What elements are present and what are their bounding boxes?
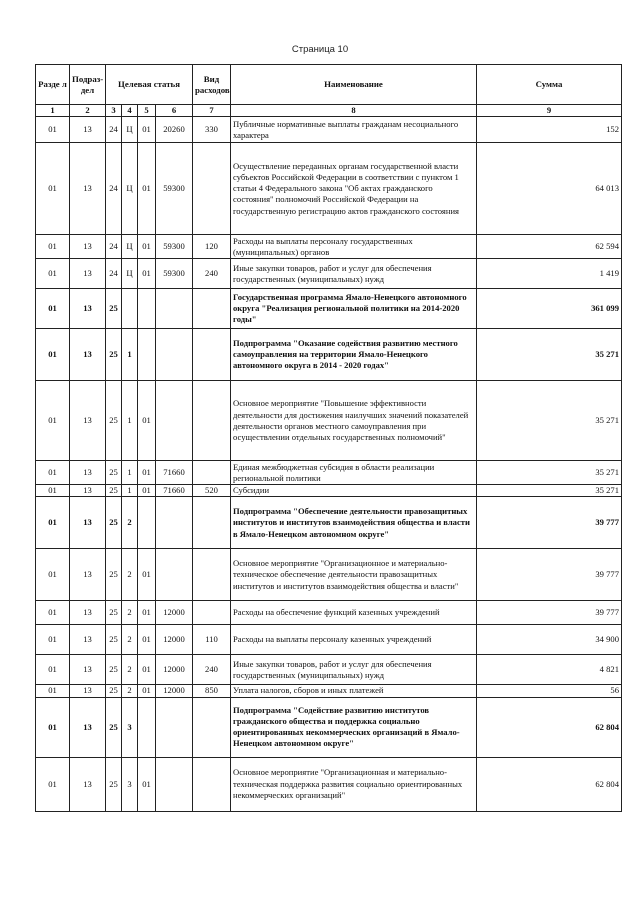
row-code-c3: 25 [106,549,122,601]
table-row [36,143,622,235]
row-code-c7 [193,601,231,625]
row-code-c2: 13 [70,549,106,601]
row-sum: 35 271 [477,485,622,497]
row-code-c1: 01 [36,685,70,697]
row-code-c5: 01 [138,381,156,461]
row-code-c1: 01 [36,485,70,497]
table-row [36,485,622,497]
row-sum: 35 271 [477,329,622,381]
row-code-c2: 13 [70,329,106,381]
row-code-c4: 2 [122,685,138,697]
row-code-c5: 01 [138,259,156,289]
row-code-c5: 01 [138,461,156,485]
row-code-c1: 01 [36,235,70,259]
row-code-c4: 1 [122,329,138,381]
row-code-c6 [156,757,193,811]
row-code-c4: 2 [122,549,138,601]
row-code-c6 [156,697,193,757]
row-sum: 35 271 [477,381,622,461]
row-code-c2: 13 [70,601,106,625]
row-code-c3: 24 [106,235,122,259]
row-code-c1: 01 [36,289,70,329]
row-code-c1: 01 [36,461,70,485]
row-name: Субсидии [231,485,477,497]
row-code-c4 [122,289,138,329]
row-code-c5: 01 [138,655,156,685]
row-code-c6 [156,381,193,461]
col-number: 7 [193,105,231,117]
header-celevaya-statya: Целевая статья [106,65,193,105]
table-row [36,757,622,811]
row-code-c7 [193,461,231,485]
row-name: Расходы на выплаты персоналу государственных (муниципальных) органов [231,235,477,259]
row-code-c3: 25 [106,601,122,625]
row-code-c3: 25 [106,685,122,697]
row-code-c1: 01 [36,143,70,235]
row-code-c6 [156,497,193,549]
row-code-c3: 24 [106,117,122,143]
col-number: 3 [106,105,122,117]
table-row [36,697,622,757]
column-number-row [36,105,622,117]
row-sum: 56 [477,685,622,697]
row-name: Основное мероприятие "Организационное и материально-техническое обеспечение деятельности правозащитных институтов и институтов взаимодействия общества и власти" [231,549,477,601]
row-code-c4: Ц [122,235,138,259]
row-code-c7 [193,697,231,757]
row-name: Основное мероприятие "Повышение эффективности деятельности для достижения наилучших значений показателей деятельности органов местного самоуправления при осуществлении отдельных государственных полномочий" [231,381,477,461]
row-name: Подпрограмма "Оказание содействия развитию местного самоуправления на территории Ямало-Ненецкого автономного округа в 2014 - 2020 годах" [231,329,477,381]
row-code-c2: 13 [70,381,106,461]
row-code-c4: 1 [122,381,138,461]
row-code-c1: 01 [36,381,70,461]
row-name: Единая межбюджетная субсидия в области реализации региональной политики [231,461,477,485]
row-code-c3: 25 [106,625,122,655]
row-code-c3: 25 [106,461,122,485]
row-name: Основное мероприятие "Организационная и материально-техническая поддержка развития социально ориентированных некоммерческих организаций" [231,757,477,811]
table-row [36,549,622,601]
row-code-c6 [156,289,193,329]
row-code-c1: 01 [36,549,70,601]
col-number: 2 [70,105,106,117]
row-code-c4: 2 [122,655,138,685]
table-row [36,655,622,685]
row-sum: 62 804 [477,757,622,811]
row-code-c5 [138,329,156,381]
row-code-c2: 13 [70,235,106,259]
row-name: Публичные нормативные выплаты гражданам несоциального характера [231,117,477,143]
row-code-c5: 01 [138,601,156,625]
row-code-c7 [193,329,231,381]
header-podrazdel: Подраз- дел [70,65,106,105]
row-code-c7: 850 [193,685,231,697]
row-code-c5: 01 [138,757,156,811]
row-name: Осуществление переданных органам государственной власти субъектов Российской Федерации в соответствии с пунктом 1 статьи 4 Федерального закона "Об актах гражданского состояния" полномочий Российской Федерации на государственную регистрацию актов гражданского состояния [231,143,477,235]
table-body [36,117,622,811]
row-code-c1: 01 [36,329,70,381]
row-sum: 361 099 [477,289,622,329]
row-name: Иные закупки товаров, работ и услуг для обеспечения государственных (муниципальных) нужд [231,655,477,685]
row-code-c2: 13 [70,685,106,697]
table-row [36,497,622,549]
row-code-c3: 24 [106,259,122,289]
row-code-c2: 13 [70,289,106,329]
row-code-c3: 25 [106,381,122,461]
row-code-c2: 13 [70,625,106,655]
row-code-c7: 240 [193,259,231,289]
row-code-c5: 01 [138,117,156,143]
row-code-c2: 13 [70,143,106,235]
row-code-c7: 110 [193,625,231,655]
row-name: Государственная программа Ямало-Ненецкого автономного округа "Реализация региональной политики на 2014-2020 годы" [231,289,477,329]
table-row [36,381,622,461]
row-code-c7 [193,289,231,329]
header-razdel: Разде л [36,65,70,105]
header-vid-rashodov: Вид расходов [193,65,231,105]
row-code-c6: 12000 [156,655,193,685]
row-code-c7 [193,143,231,235]
row-code-c1: 01 [36,625,70,655]
row-code-c2: 13 [70,757,106,811]
row-code-c2: 13 [70,117,106,143]
col-number: 4 [122,105,138,117]
row-code-c4: Ц [122,259,138,289]
row-code-c6: 59300 [156,259,193,289]
row-code-c7: 330 [193,117,231,143]
row-sum: 62 804 [477,697,622,757]
row-code-c7 [193,549,231,601]
row-code-c1: 01 [36,259,70,289]
row-sum: 64 013 [477,143,622,235]
row-code-c5 [138,697,156,757]
row-code-c4: 1 [122,461,138,485]
table-row [36,601,622,625]
row-sum: 39 777 [477,549,622,601]
row-code-c2: 13 [70,461,106,485]
row-code-c3: 25 [106,655,122,685]
row-code-c5: 01 [138,235,156,259]
row-code-c7: 520 [193,485,231,497]
table-row [36,117,622,143]
row-code-c7: 120 [193,235,231,259]
table-row [36,625,622,655]
row-code-c5: 01 [138,685,156,697]
budget-table [35,64,622,812]
row-name: Подпрограмма "Обеспечение деятельности правозащитных институтов и институтов взаимодействия общества и власти в Ямало-Ненецком автономном округе" [231,497,477,549]
row-code-c3: 24 [106,143,122,235]
row-code-c3: 25 [106,329,122,381]
row-code-c5: 01 [138,625,156,655]
row-code-c3: 25 [106,497,122,549]
row-name: Расходы на обеспечение функций казенных учреждений [231,601,477,625]
table-row [36,289,622,329]
row-code-c1: 01 [36,757,70,811]
table-row [36,259,622,289]
page-label: Страница 10 [291,44,349,55]
row-code-c6: 12000 [156,625,193,655]
row-code-c1: 01 [36,117,70,143]
row-code-c1: 01 [36,601,70,625]
table-row [36,461,622,485]
row-code-c6: 20260 [156,117,193,143]
row-name: Расходы на выплаты персоналу казенных учреждений [231,625,477,655]
row-code-c3: 25 [106,757,122,811]
row-code-c3: 25 [106,485,122,497]
row-code-c5: 01 [138,485,156,497]
row-code-c4: 2 [122,497,138,549]
row-code-c7 [193,757,231,811]
row-code-c5 [138,289,156,329]
row-sum: 1 419 [477,259,622,289]
row-name: Иные закупки товаров, работ и услуг для обеспечения государственных (муниципальных) нужд [231,259,477,289]
row-code-c4: Ц [122,117,138,143]
row-code-c1: 01 [36,497,70,549]
row-sum: 152 [477,117,622,143]
row-name: Уплата налогов, сборов и иных платежей [231,685,477,697]
row-code-c6: 71660 [156,485,193,497]
row-code-c6: 59300 [156,143,193,235]
row-code-c6: 12000 [156,685,193,697]
table-row [36,685,622,697]
row-code-c3: 25 [106,289,122,329]
row-sum: 39 777 [477,497,622,549]
row-sum: 35 271 [477,461,622,485]
row-code-c2: 13 [70,697,106,757]
header-row [36,65,622,105]
row-code-c4: 3 [122,757,138,811]
row-code-c3: 25 [106,697,122,757]
row-code-c7 [193,381,231,461]
row-code-c2: 13 [70,497,106,549]
header-naimenovanie: Наименование [231,65,477,105]
row-code-c4: 1 [122,485,138,497]
table-row [36,329,622,381]
row-code-c6: 59300 [156,235,193,259]
row-sum: 62 594 [477,235,622,259]
col-number: 5 [138,105,156,117]
header-summa: Сумма [477,65,622,105]
row-sum: 39 777 [477,601,622,625]
row-code-c7: 240 [193,655,231,685]
row-code-c4: 2 [122,601,138,625]
row-sum: 4 821 [477,655,622,685]
row-code-c4: 2 [122,625,138,655]
row-code-c4: Ц [122,143,138,235]
row-code-c2: 13 [70,655,106,685]
col-number: 8 [231,105,477,117]
row-code-c6: 71660 [156,461,193,485]
row-code-c4: 3 [122,697,138,757]
row-code-c5 [138,497,156,549]
row-code-c5: 01 [138,143,156,235]
col-number: 6 [156,105,193,117]
row-name: Подпрограмма "Содействие развитию институтов гражданского общества и поддержка социально ориентированных некоммерческих организаций в Ямало-Ненецком автономном округе" [231,697,477,757]
row-code-c7 [193,497,231,549]
row-code-c2: 13 [70,259,106,289]
row-code-c6: 12000 [156,601,193,625]
row-sum: 34 900 [477,625,622,655]
table-row [36,235,622,259]
row-code-c6 [156,549,193,601]
row-code-c2: 13 [70,485,106,497]
row-code-c5: 01 [138,549,156,601]
row-code-c1: 01 [36,655,70,685]
col-number: 1 [36,105,70,117]
row-code-c1: 01 [36,697,70,757]
col-number: 9 [477,105,622,117]
row-code-c6 [156,329,193,381]
